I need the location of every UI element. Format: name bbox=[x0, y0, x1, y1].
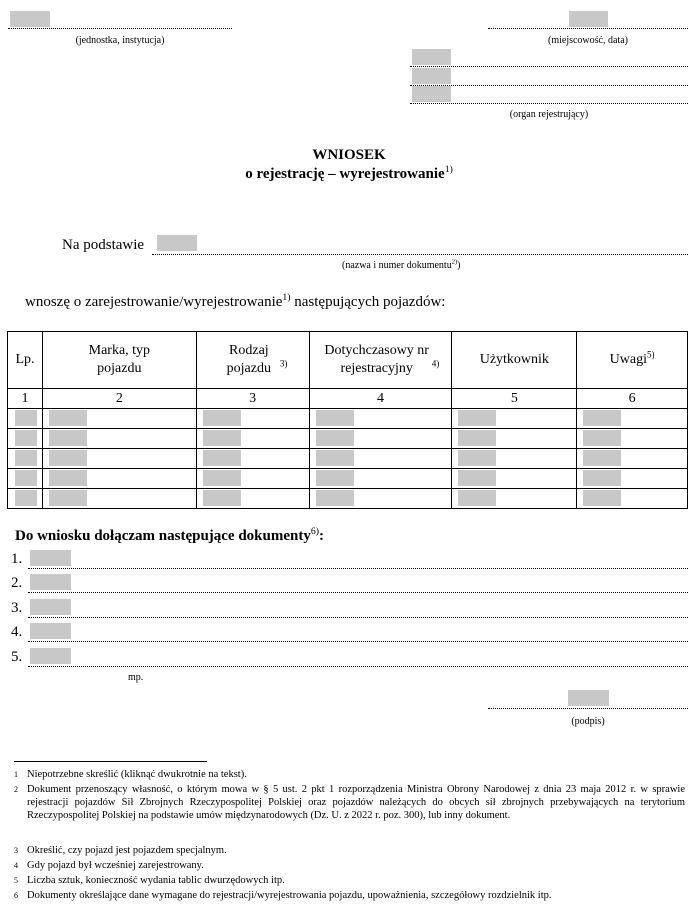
organ-line-1 bbox=[410, 66, 688, 67]
request-text-b: następujących pojazdów: bbox=[290, 294, 446, 310]
title-main: WNIOSEK bbox=[312, 147, 386, 163]
table-row bbox=[8, 409, 688, 429]
lp-field[interactable] bbox=[15, 410, 37, 426]
title-sub-text: o rejestrację – wyrejestrowanie bbox=[245, 166, 445, 182]
remarks-field[interactable] bbox=[583, 490, 621, 506]
organ-line-3 bbox=[410, 103, 688, 104]
attachment-field-4[interactable] bbox=[30, 623, 71, 639]
user-field[interactable] bbox=[458, 430, 496, 446]
attachments-heading-text: Do wniosku dołączam następujące dokumenty bbox=[15, 528, 311, 544]
attachment-line-1 bbox=[28, 568, 688, 569]
attachment-line-4 bbox=[28, 641, 688, 642]
remarks-field[interactable] bbox=[583, 430, 621, 446]
header-lp: Lp. bbox=[8, 332, 43, 389]
attachment-number: 3. bbox=[11, 600, 23, 616]
footnote: 2 Dokument przenoszący własność, o którym mowa w § 5 ust. 2 pkt 1 rozporządzenia Ministra Obrony Narodowej z dnia 23 maja 2012 r. w sprawie rejestracji pojazdów Sił Zbrojnych Rzeczypospolitej Polskiej oraz pojazdów należących do obcych sił zbrojnych przebywających na terytorium Rzeczypospolitej Polskiej na podstawie umów międzynarodowych (Dz. U. z 2022 r. poz. 300), lub inny dokument. bbox=[14, 784, 685, 821]
table-number-row bbox=[8, 389, 688, 409]
type-field[interactable] bbox=[203, 410, 241, 426]
place-date-line bbox=[488, 28, 688, 29]
lp-field[interactable] bbox=[15, 470, 37, 486]
footnote: 5 Liczba sztuk, konieczność wydania tablic dwurzędowych itp. bbox=[14, 875, 285, 886]
lp-field[interactable] bbox=[15, 430, 37, 446]
table-row bbox=[8, 489, 688, 509]
attachment-number: 1. bbox=[11, 551, 23, 567]
unit-field[interactable] bbox=[10, 11, 50, 27]
signature-field[interactable] bbox=[568, 690, 609, 706]
make-field[interactable] bbox=[49, 410, 87, 426]
unit-label: (jednostka, instytucja) bbox=[75, 35, 165, 46]
lp-field[interactable] bbox=[15, 450, 37, 466]
reg-number-field[interactable] bbox=[316, 430, 354, 446]
attachment-field-5[interactable] bbox=[30, 648, 71, 664]
signature-line bbox=[488, 708, 688, 709]
type-field[interactable] bbox=[203, 470, 241, 486]
attachment-field-1[interactable] bbox=[30, 550, 71, 566]
stamp-label: mp. bbox=[128, 672, 144, 683]
title-sub-ref: 1) bbox=[444, 164, 453, 175]
reg-number-field[interactable] bbox=[316, 470, 354, 486]
basis-caption-text: (nazwa i numer dokumentu bbox=[342, 260, 452, 271]
remarks-field[interactable] bbox=[583, 450, 621, 466]
type-field[interactable] bbox=[203, 450, 241, 466]
attachment-line-5 bbox=[28, 666, 688, 667]
attachment-number: 4. bbox=[11, 624, 23, 640]
make-field[interactable] bbox=[49, 450, 87, 466]
column-number: 6 bbox=[577, 389, 688, 409]
type-field[interactable] bbox=[203, 430, 241, 446]
organ-field-3[interactable] bbox=[412, 86, 451, 102]
basis-caption-end: ) bbox=[457, 260, 461, 271]
footnote: 3 Określić, czy pojazd jest pojazdem specjalnym. bbox=[14, 845, 227, 856]
basis-caption-ref: 2) bbox=[451, 258, 458, 266]
column-number: 3 bbox=[196, 389, 309, 409]
table-row bbox=[8, 469, 688, 489]
header-type: Rodzaj pojazdu $^{3)}$ bbox=[196, 332, 309, 389]
header-reg-number: Dotychczasowy nr rejestracyjny $^{4)}$ bbox=[309, 332, 452, 389]
place-date-label: (miejscowość, data) bbox=[548, 35, 628, 46]
attachment-number: 5. bbox=[11, 649, 23, 665]
column-number: 5 bbox=[452, 389, 577, 409]
basis-line bbox=[152, 254, 688, 255]
remarks-field[interactable] bbox=[583, 410, 621, 426]
attachment-field-2[interactable] bbox=[30, 574, 71, 590]
reg-number-field[interactable] bbox=[316, 490, 354, 506]
remarks-field[interactable] bbox=[583, 470, 621, 486]
signature-label: (podpis) bbox=[571, 716, 605, 727]
basis-field[interactable] bbox=[157, 235, 197, 251]
request-ref: 1) bbox=[282, 292, 291, 303]
vehicles-table bbox=[7, 331, 688, 509]
type-field[interactable] bbox=[203, 490, 241, 506]
attachment-field-3[interactable] bbox=[30, 599, 71, 615]
attachment-line-3 bbox=[28, 617, 688, 618]
request-text bbox=[25, 294, 445, 311]
user-field[interactable] bbox=[458, 470, 496, 486]
column-number: 4 bbox=[309, 389, 452, 409]
user-field[interactable] bbox=[458, 450, 496, 466]
footnote: 6 Dokumenty określające dane wymagane do rejestracji/wyrejestrowania pojazdu, upoważnienia, szczegółowy rozdzielnik itp. bbox=[14, 890, 552, 901]
table-row bbox=[8, 449, 688, 469]
header-user: Użytkownik bbox=[452, 332, 577, 389]
make-field[interactable] bbox=[49, 470, 87, 486]
unit-line bbox=[8, 28, 232, 29]
organ-label: (organ rejestrujący) bbox=[509, 109, 589, 120]
table-header-row bbox=[8, 332, 688, 389]
user-field[interactable] bbox=[458, 410, 496, 426]
reg-number-field[interactable] bbox=[316, 410, 354, 426]
place-date-field[interactable] bbox=[569, 11, 608, 27]
organ-field-2[interactable] bbox=[412, 68, 451, 84]
attachments-colon: : bbox=[319, 528, 324, 544]
header-make: Marka, typ pojazdu bbox=[42, 332, 196, 389]
basis-caption bbox=[342, 260, 460, 271]
column-number: 1 bbox=[8, 389, 43, 409]
request-text-a: wnoszę o zarejestrowanie/wyrejestrowanie bbox=[25, 294, 283, 310]
attachment-line-2 bbox=[28, 592, 688, 593]
footnote: 4 Gdy pojazd był wcześniej zarejestrowany. bbox=[14, 860, 204, 871]
header-remarks: Uwagi$^{5)}$ bbox=[577, 332, 688, 389]
make-field[interactable] bbox=[49, 430, 87, 446]
lp-field[interactable] bbox=[15, 490, 37, 506]
basis-prefix: Na podstawie bbox=[62, 237, 145, 253]
make-field[interactable] bbox=[49, 490, 87, 506]
footnote-separator bbox=[14, 761, 207, 762]
title-sub bbox=[0, 166, 698, 183]
column-number: 2 bbox=[42, 389, 196, 409]
footnote: 1 Niepotrzebne skreślić (kliknąć dwukrotnie na tekst). bbox=[14, 769, 247, 780]
table-row bbox=[8, 429, 688, 449]
attachment-number: 2. bbox=[11, 575, 23, 591]
attachments-heading bbox=[15, 528, 324, 545]
organ-field-1[interactable] bbox=[412, 49, 451, 65]
user-field[interactable] bbox=[458, 490, 496, 506]
attachments-ref: 6) bbox=[310, 526, 319, 537]
organ-line-2 bbox=[410, 85, 688, 86]
reg-number-field[interactable] bbox=[316, 450, 354, 466]
